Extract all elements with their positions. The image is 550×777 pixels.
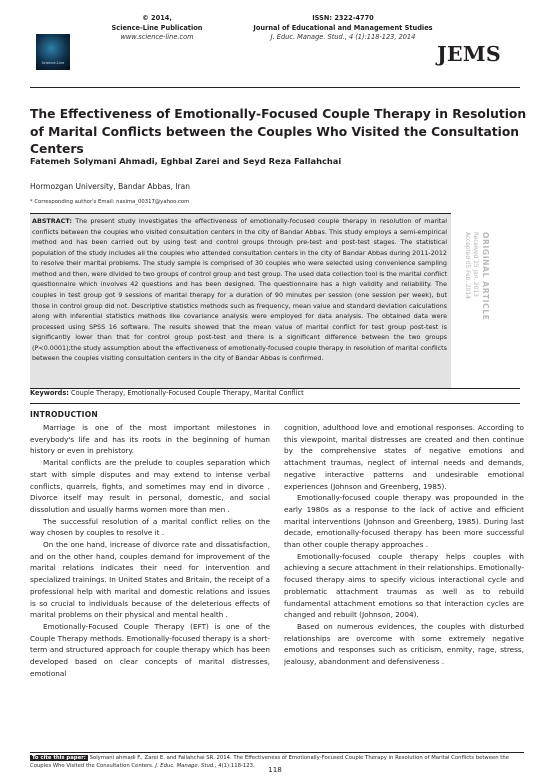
affiliation: Hormozgan University, Bandar Abbas, Iran — [30, 182, 190, 191]
article-type-label: ORIGINAL ARTICLE — [481, 232, 490, 321]
authors: Fatemeh Solymani Ahmadi, Eghbal Zarei and Seyd Reza Fallahchai — [30, 156, 342, 166]
abstract-box — [30, 213, 451, 389]
journal-logo-jems: JEMS — [437, 42, 502, 66]
cite-volume: 4(1):118-123. — [218, 762, 255, 769]
section-heading-introduction: INTRODUCTION — [30, 410, 98, 419]
accepted-date: Accepted 05 Feb. 2014 — [464, 232, 470, 299]
keywords-text: Couple Therapy, Emotionally-Focused Couple Therapy, Marital Conflict — [71, 389, 304, 397]
publisher-logo: Science-Line — [36, 34, 70, 70]
paragraph: The successful resolution of a marital conflict relies on the way chosen by couples to resolve it . — [30, 516, 270, 538]
journal-block — [248, 14, 438, 43]
received-date: Received 25 Jan. 2013 — [472, 232, 478, 297]
paper-title: The Effectiveness of Emotionally-Focused Couple Therapy in Resolution of Marital Conflicts between the Couples Who Visited the Consultation Centers — [30, 107, 527, 156]
publisher-block — [92, 14, 222, 43]
keywords — [30, 389, 520, 397]
paragraph: Marital conflicts are the prelude to couples separation which start with simple disputes and may extend to intense verbal conflicts, quarrels, fights, and sometimes may end in divorce . Divorce itself may result in personal, domestic, and social dissolution and usually harms women more than men . — [30, 458, 270, 514]
abstract-text: The present study investigates the effectiveness of emotionally-focused couple therapy in resolution of marital conflicts between the couples who visited consultation centers in the city of Bandar Abbas. This study employs a semi-empirical method and has been carried out by using test and control groups through pre-test and post-test stages. The statistical population of the study includes all the couples who attended consultation centers in the city of Bandar Abbas during 2011-2012 to resolve their marital problems. The study sample is comprised of 30 couples who were selected using convenience sampling method and then, were divided to two groups of control group and test group. The used data collection tool is the marital conflict questionnaire which involves 42 questions and has been designed. The questionnaire has a high validity and reliability. The couples in test group got 9 sessions of marital therapy for a duration of 90 minutes per session (one session per week), but those in control group did not. Descriptive statistics methods such as frequency, mean value and standard deviation calculations along with inferential statistics methods like covariance analysis were employed for data analysis. The obtained data were processed using SPSS 16 software. The results showed that the mean value of marital conflict for test group post-test is significantly lower than that for control group post-test and there is a significant difference between the two groups (P<0.0001);the study assumption about the effectiveness of emotionally-focused couple therapy in resolution of marital conflicts between the couples visiting consultation centers in the city of Bandar Abbas is confirmed. — [32, 217, 447, 363]
paragraph: cognition, adulthood love and emotional responses. According to this viewpoint, marital distresses are created and then continue by the comprehensive states of negative emotions and attachment traumas, neglect of internal needs and demands, negative interactive patterns and undesirable emotional experiences (Johnson and Greenberg, 1985). — [284, 423, 524, 491]
issn: ISSN: 2322-4770 — [312, 14, 374, 22]
abstract-label: ABSTRACT: — [32, 217, 72, 225]
header-rule — [30, 87, 520, 88]
paragraph: Emotionally-focused couple therapy helps couples with achieving a secure attachment in their relationships. Emotionally-focused therapy aims to specify vicious interactional cycle and problematic attachment traumas as well as to rebuild fundamental attachment emotions so that interaction cycles are changed and rebuilt (Johnson, 2004). — [284, 551, 524, 620]
page-number: 118 — [268, 765, 282, 774]
publisher-url[interactable]: www.science-line.com — [120, 33, 194, 42]
copyright-year: © 2014, — [142, 14, 172, 22]
paragraph: Emotionally-focused couple therapy was propounded in the early 1980s as a response to the lack of active and efficient marital interventions (Johnson and Greenberg, 1985). During last decade, emotionally-focused therapy has been more successful than other couple therapy approaches . — [284, 493, 524, 550]
corresponding-email: * Corresponding author's Email: nasima_00317@yahoo.com — [30, 199, 190, 205]
intro-left-column — [30, 422, 270, 679]
keywords-label: Keywords: — [30, 389, 69, 397]
journal-citation: J. Educ. Manage. Stud., 4 (1):118-123, 2014 — [270, 33, 416, 42]
paragraph: Marriage is one of the most important milestones in everybody's life and has its roots in the beginning of human history or even in prehistory. — [30, 423, 270, 456]
paragraph: Emotionally-Focused Couple Therapy (EFT) is one of the Couple Therapy methods. Emotionally-focused therapy is a short-term and structured approach for couple therapy which has been developed based on clear concepts of marital distresses, emotional — [30, 621, 270, 678]
journal-name: Journal of Educational and Management Studies — [253, 23, 433, 32]
keywords-rule — [30, 403, 520, 404]
paragraph: On the one hand, increase of divorce rate and dissatisfaction, and on the other hand, couples demand for improvement of the marital relations indicates their need for intervention and specialized trainings. In United States and Britain, the receipt of a professional help with marital and domestic relations and issues is so crucial to individuals because of the deleterious effects of marital problems on their physical and mental health . — [30, 540, 270, 620]
paragraph: Based on numerous evidences, the couples with disturbed relationships are overcome with some extremely negative emotions and responses such as criticism, enmity, rage, stress, jealousy, abandonment and defensiveness . — [284, 621, 524, 667]
cite-journal: J. Educ. Manage. Stud., — [155, 762, 217, 769]
cite-tag: To cite this paper: — [32, 755, 86, 761]
intro-right-column — [284, 422, 524, 668]
publisher-name: Science-Line Publication — [111, 23, 203, 32]
cite-text: Solymani ahmadi F., Zarei E. and Fallahchai SR. 2014. The Effectiveness of Emotionally-Focused Couple Therapy in Resolution of Marital Conflicts between the Couples Who Visited the Consultation Centers. — [30, 755, 509, 769]
